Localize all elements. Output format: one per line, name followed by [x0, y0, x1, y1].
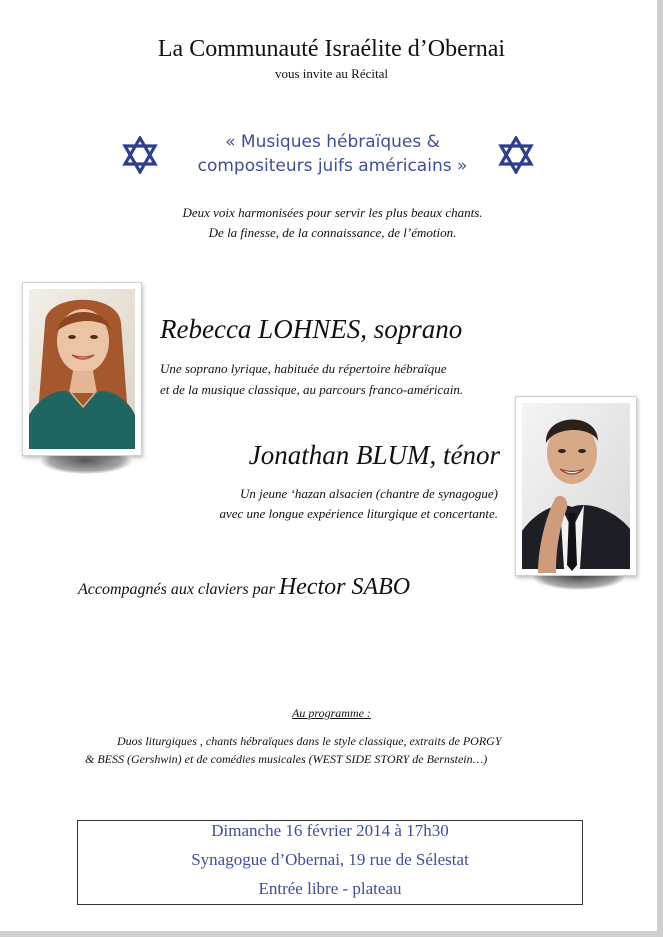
tenor-desc-line-2: avec une longue expérience liturgique et concertante.: [219, 506, 498, 521]
page-subtitle: vous invite au Récital: [274, 66, 388, 81]
page-title: La Communauté Israélite d’Obernai: [157, 36, 506, 62]
event-location: Synagogue d’Obernai, 19 rue de Sélestat: [191, 850, 469, 869]
intro-text: [100, 203, 565, 243]
soprano-desc-line-1: Une soprano lyrique, habituée du répertoire hébraïque: [160, 361, 447, 376]
soprano-desc-line-2: et de la musique classique, au parcours franco-américain.: [160, 382, 464, 397]
tenor-name: Jonathan BLUM, ténor: [248, 440, 500, 470]
event-date: Dimanche 16 février 2014 à 17h30: [211, 821, 449, 840]
accompanist-name: Hector SABO: [278, 574, 411, 600]
tenor-description: [150, 484, 498, 524]
event-entry: Entrée libre - plateau: [258, 879, 402, 898]
intro-line-1: Deux voix harmonisées pour servir les plus beaux chants.: [182, 205, 483, 220]
program-line-1: Duos liturgiques , chants hébraïques dans le style classique, extraits de PORGY: [117, 734, 502, 748]
star-of-david-icon: [498, 136, 534, 174]
soprano-description: [160, 358, 520, 400]
concert-title: [150, 130, 515, 178]
soprano-portrait: [23, 283, 141, 455]
tenor-portrait: [516, 397, 636, 575]
program-text: [85, 732, 585, 768]
accompanist-prefix: Accompagnés aux claviers par: [78, 581, 275, 598]
intro-line-2: De la finesse, de la connaissance, de l’émotion.: [208, 225, 457, 240]
concert-title-line-2: compositeurs juifs américains »: [197, 156, 468, 176]
program-heading: Au programme :: [292, 706, 371, 720]
tenor-desc-line-1: Un jeune ‘hazan alsacien (chantre de synagogue): [239, 486, 498, 501]
concert-title-line-1: « Musiques hébraïques &: [225, 132, 440, 152]
event-info-box: [77, 820, 583, 905]
accompanist-line: [78, 574, 578, 601]
soprano-name: Rebecca LOHNES, soprano: [160, 314, 463, 344]
tenor-photo: [515, 396, 637, 576]
program-line-2: & BESS (Gershwin) et de comédies musicales (WEST SIDE STORY de Bernstein…): [85, 752, 488, 766]
soprano-photo: [22, 282, 142, 456]
